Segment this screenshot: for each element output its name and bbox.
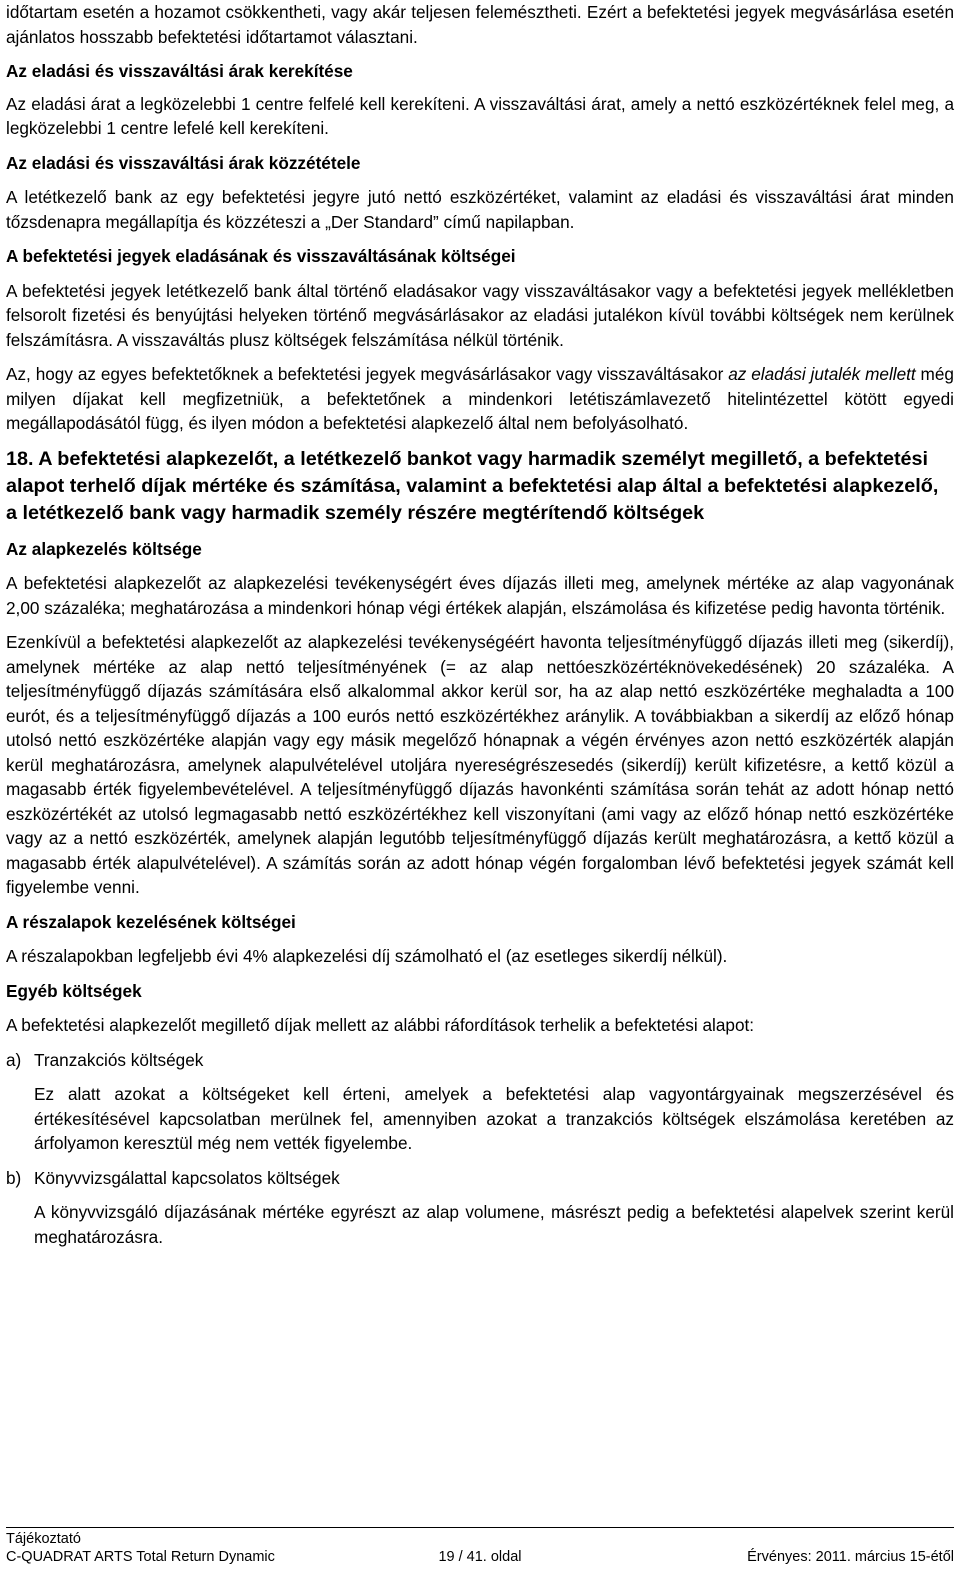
paragraph-intro: időtartam esetén a hozamot csökkentheti, vagy akár teljesen felemésztheti. Ezért a befektetési jegyek megvásárlása esetén ajánlatos hosszabb befektetési időtartamot választani. xyxy=(6,2,954,47)
document-page xyxy=(6,0,954,1259)
list-item xyxy=(6,1166,954,1191)
heading-publication: Az eladási és visszaváltási árak közzététele xyxy=(6,152,361,173)
paragraph-costs-1: A befektetési jegyek letétkezelő bank által történő eladásakor vagy visszaváltásakor vagy a befektetési jegyek mellékletben felsorolt fizetési és benyújtási helyeken történő megvásárlásakor az eladási jutalékon kívül további költségek nem kerülnek felszámításra. A visszaváltás plusz költségek felszámítása nélkül történik. xyxy=(6,280,954,350)
list-item-text: A könyvvizsgáló díjazásának mértéke egyrészt az alap volumene, másrészt pedig a befektetési alapelvek szerint kerül meghatározásra. xyxy=(34,1202,954,1247)
footer-page-number: 19 / 41. oldal xyxy=(438,1549,522,1565)
paragraph-publication: A letétkezelő bank az egy befektetési jegyre jutó nettó eszközértéket, valamint az eladási és visszaváltási árat minden tőzsdenapra megállapítja és közzéteszi a „Der Standard” című napilapban. xyxy=(6,187,954,232)
page-footer xyxy=(6,1527,954,1566)
list-item xyxy=(6,1048,954,1073)
footer-row xyxy=(6,1548,954,1566)
heading-costs: A befektetési jegyek eladásának és visszaváltásának költségei xyxy=(6,246,516,266)
footer-doc-type: Tájékoztató xyxy=(6,1531,81,1547)
footer-valid-date: Érvényes: 2011. március 15-étől xyxy=(747,1549,954,1565)
footer-fund-name: C-QUADRAT ARTS Total Return Dynamic xyxy=(6,1549,275,1565)
list-item-title: Tranzakciós költségek xyxy=(34,1049,204,1070)
paragraph-costs-2 xyxy=(6,362,954,436)
section-18-heading: 18. A befektetési alapkezelőt, a letétkezelő bankot vagy harmadik személyt megillető, a befektetési alapot terhelő díjak mértéke és számítása, valamint a befektetési alap által a befektetési alapkezelő, a letétkezelő bank vagy harmadik személy részére megtérítendő költségek xyxy=(6,447,939,524)
list-item-title: Könyvvizsgálattal kapcsolatos költségek xyxy=(34,1167,340,1188)
paragraph-other-costs: A befektetési alapkezelőt megillető díjak mellett az alábbi ráfordítások terhelik a befektetési alapot: xyxy=(6,1015,755,1035)
list-marker: a) xyxy=(6,1049,22,1070)
heading-fund-management: Az alapkezelés költsége xyxy=(6,538,202,559)
costs-2-text-b: még milyen díjakat kell megfizetniük, a befektetőnek a mindenkori letétiszámlavezető hitelintézettel kötött egyedi megállapodásától függ, és ilyen módon a befektetési alapkezelő által nem befolyásolható. xyxy=(6,364,954,433)
list-marker: b) xyxy=(6,1167,22,1188)
paragraph-management-1: A befektetési alapkezelőt az alapkezelési tevékenységért éves díjazás illeti meg, amelynek mértéke az alap vagyonának 2,00 százaléka; meghatározása a mindenkori hónap végi értékek alapján, elszámolása és kifizetése pedig havonta történik. xyxy=(6,573,954,618)
paragraph-rounding: Az eladási árat a legközelebbi 1 centre felfelé kell kerekíteni. A visszaváltási árat, amely a nettó eszközértéknek felel meg, a legközelebbi 1 centre lefelé kell kerekíteni. xyxy=(6,93,954,138)
heading-subfunds: A részalapok kezelésének költségei xyxy=(6,911,296,932)
costs-2-text-a: Az, hogy az egyes befektetőknek a befektetési jegyek megvásárlásakor vagy visszaváltásakor xyxy=(6,364,729,384)
paragraph-subfunds: A részalapokban legfeljebb évi 4% alapkezelési díj számolható el (az esetleges sikerdíj nélkül). xyxy=(6,946,728,966)
heading-rounding: Az eladási és visszaváltási árak kerekítése xyxy=(6,61,353,81)
costs-2-emphasis: az eladási jutalék mellett xyxy=(728,364,916,384)
list-item-text: Ez alatt azokat a költségeket kell érteni, amelyek a befektetési alap vagyontárgyainak megszerzésével és értékesítésével kapcsolatban merülnek fel, amennyiben azokat a tranzakciós költségek elszámolása keretében az árfolyamon keresztül még nem vették figyelembe. xyxy=(34,1084,954,1153)
heading-other-costs: Egyéb költségek xyxy=(6,980,142,1001)
paragraph-management-2: Ezenkívül a befektetési alapkezelőt az alapkezelési tevékenységéért havonta teljesítményfüggő díjazás illeti meg (sikerdíj), amelynek mértéke az alap nettó teljesítményének (= az alap nettóeszközértéknövekedésének) 20 százaléka. A teljesítményfüggő díjazás számítására első alkalommal akkor kerül sor, ha az alap nettó eszközértéke meghaladta a 100 eurót, és a teljesítményfüggő díjazás a 100 eurós nettó eszközértékhez aránylik. A továbbiakban a sikerdíj az előző hónap utolsó nettó eszközértéke alapján vagy egy másik megelőző hónapnak a végén érvényes azon nettó eszközérték alapján kerül meghatározásra, amelynek alapulvételével utoljára nyereségrészesedés (sikerdíj) került kifizetésre, a kettő közül a magasabb érték figyelembevételével. A teljesítményfüggő díjazás havonkénti számítása során tehát az adott hónap nettó eszközértékét az utolsó legmagasabb nettó eszközértékhez kell viszonyítani (ami vagy az előző hónap nettó eszközértéke vagy az a nettó eszközérték, amelynek alapján legutóbb teljesítményfüggő díjazás került meghatározásra, a kettő közül a magasabb érték alapulvételével). A számítás során az adott hónap végén forgalomban lévő befektetési jegyek számát kell figyelembe venni. xyxy=(6,632,954,897)
